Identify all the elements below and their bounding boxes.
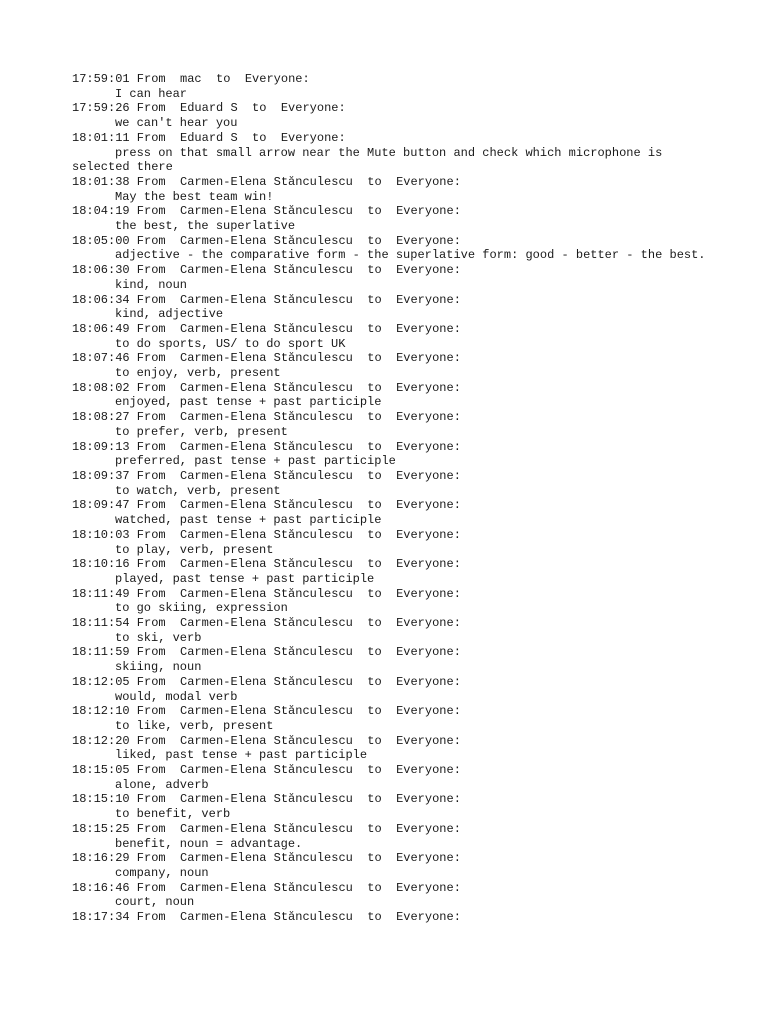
message-sender: Carmen-Elena Stănculescu: [180, 616, 353, 631]
message-header: 18:06:30 From Carmen-Elena Stănculescu to Everyone:: [72, 263, 461, 278]
message-recipient: Everyone: [396, 468, 454, 483]
message-sender: Carmen-Elena Stănculescu: [180, 527, 353, 542]
message-text: to prefer, verb, present: [115, 424, 288, 439]
message-text: preferred, past tense + past participle: [115, 454, 396, 469]
chat-message: [72, 851, 712, 880]
message-sender: Carmen-Elena Stănculescu: [180, 498, 353, 513]
message-timestamp: 18:15:10: [72, 792, 130, 807]
chat-message: [72, 734, 712, 763]
chat-message: [72, 675, 712, 704]
message-header: 18:10:16 From Carmen-Elena Stănculescu to Everyone:: [72, 557, 461, 572]
message-recipient: Everyone: [396, 410, 454, 425]
message-timestamp: 18:11:54: [72, 616, 130, 631]
chat-message: [72, 645, 712, 674]
chat-message: [72, 881, 712, 910]
message-header: 18:08:02 From Carmen-Elena Stănculescu to Everyone:: [72, 380, 461, 395]
chat-message: [72, 440, 712, 469]
message-sender: Carmen-Elena Stănculescu: [180, 792, 353, 807]
chat-message: [72, 293, 712, 322]
message-text: May the best team win!: [115, 189, 274, 204]
message-header: 18:01:38 From Carmen-Elena Stănculescu to Everyone:: [72, 174, 461, 189]
message-recipient: Everyone: [244, 72, 303, 86]
message-text: kind, adjective: [115, 307, 224, 322]
message-header: 18:16:29 From Carmen-Elena Stănculescu to Everyone:: [72, 851, 461, 866]
chat-message: [72, 587, 712, 616]
message-text: kind, noun: [115, 277, 188, 292]
message-header: 18:15:25 From Carmen-Elena Stănculescu to Everyone:: [72, 821, 461, 836]
message-sender: Carmen-Elena Stănculescu: [180, 645, 353, 660]
message-text: enjoyed, past tense + past participle: [115, 395, 382, 410]
message-recipient: Everyone: [280, 130, 339, 145]
chat-message: [72, 381, 712, 410]
message-timestamp: 18:15:05: [72, 763, 130, 778]
chat-message: [72, 498, 712, 527]
message-timestamp: 18:06:30: [72, 263, 130, 278]
message-text: press on that small arrow near the Mute button and check which microphone is selected there: [72, 145, 670, 175]
message-timestamp: 18:04:19: [72, 204, 130, 219]
message-recipient: Everyone: [396, 586, 454, 601]
message-text: benefit, noun = advantage.: [115, 836, 303, 851]
message-header: 18:06:34 From Carmen-Elena Stănculescu to Everyone:: [72, 292, 461, 307]
message-recipient: Everyone: [396, 204, 454, 219]
message-header: 18:09:13 From Carmen-Elena Stănculescu to Everyone:: [72, 439, 461, 454]
message-recipient: Everyone: [396, 439, 454, 454]
message-header: 18:12:10 From Carmen-Elena Stănculescu to Everyone:: [72, 704, 461, 719]
message-sender: Carmen-Elena Stănculescu: [180, 851, 353, 866]
message-timestamp: 18:06:34: [72, 292, 130, 307]
chat-message: [72, 704, 712, 733]
message-recipient: Everyone: [396, 910, 454, 925]
message-sender: Carmen-Elena Stănculescu: [180, 674, 353, 689]
chat-message: [72, 131, 712, 175]
message-text: I can hear: [115, 86, 188, 101]
chat-message: [72, 72, 712, 101]
chat-message: [72, 557, 712, 586]
message-header: 18:15:10 From Carmen-Elena Stănculescu to Everyone:: [72, 792, 461, 807]
message-text: to ski, verb: [115, 630, 202, 645]
message-timestamp: 18:01:38: [72, 174, 130, 189]
chat-message: [72, 351, 712, 380]
message-timestamp: 18:10:16: [72, 557, 130, 572]
message-sender: Carmen-Elena Stănculescu: [180, 351, 353, 366]
message-text: skiing, noun: [115, 660, 202, 675]
message-timestamp: 18:12:20: [72, 733, 130, 748]
message-text: to enjoy, verb, present: [115, 366, 281, 381]
message-sender: Carmen-Elena Stănculescu: [180, 910, 353, 925]
message-header: 17:59:26 From Eduard S to Everyone:: [72, 101, 346, 116]
chat-message: [72, 175, 712, 204]
message-text: to benefit, verb: [115, 807, 231, 822]
message-recipient: Everyone: [396, 380, 454, 395]
chat-message: [72, 528, 712, 557]
message-recipient: Everyone: [396, 821, 454, 836]
message-text: to play, verb, present: [115, 542, 274, 557]
message-recipient: Everyone: [396, 557, 454, 572]
message-text: liked, past tense + past participle: [115, 748, 368, 763]
message-text: to like, verb, present: [115, 718, 274, 733]
message-recipient: Everyone: [396, 704, 454, 719]
message-header: 18:01:11 From Eduard S to Everyone:: [72, 130, 346, 145]
message-header: 18:07:46 From Carmen-Elena Stănculescu to Everyone:: [72, 351, 461, 366]
chat-message: [72, 263, 712, 292]
message-recipient: Everyone: [396, 880, 454, 895]
message-sender: Carmen-Elena Stănculescu: [180, 733, 353, 748]
message-sender: Carmen-Elena Stănculescu: [180, 233, 353, 248]
message-recipient: Everyone: [396, 645, 454, 660]
message-sender: Carmen-Elena Stănculescu: [180, 204, 353, 219]
message-sender: Carmen-Elena Stănculescu: [180, 292, 353, 307]
message-sender: Carmen-Elena Stănculescu: [180, 174, 353, 189]
message-recipient: Everyone: [396, 233, 454, 248]
message-timestamp: 18:11:59: [72, 645, 130, 660]
message-timestamp: 18:15:25: [72, 821, 130, 836]
message-timestamp: 18:12:10: [72, 704, 130, 719]
chat-message: [72, 101, 712, 130]
message-header: 18:10:03 From Carmen-Elena Stănculescu to Everyone:: [72, 527, 461, 542]
message-header: 18:04:19 From Carmen-Elena Stănculescu to Everyone:: [72, 204, 461, 219]
message-timestamp: 18:01:11: [72, 130, 130, 145]
message-header: 18:15:05 From Carmen-Elena Stănculescu to Everyone:: [72, 763, 461, 778]
message-timestamp: 18:16:46: [72, 880, 130, 895]
chat-message: [72, 822, 712, 851]
message-timestamp: 18:12:05: [72, 674, 130, 689]
message-timestamp: 18:09:13: [72, 439, 130, 454]
message-timestamp: 18:09:37: [72, 468, 130, 483]
message-sender: Eduard S: [180, 101, 238, 116]
chat-message: [72, 234, 712, 263]
message-recipient: Everyone: [396, 792, 454, 807]
message-recipient: Everyone: [396, 616, 454, 631]
message-header: 18:11:54 From Carmen-Elena Stănculescu to Everyone:: [72, 616, 461, 631]
message-timestamp: 18:11:49: [72, 586, 130, 601]
message-header: 18:11:49 From Carmen-Elena Stănculescu to Everyone:: [72, 586, 461, 601]
message-header: 18:17:34 From Carmen-Elena Stănculescu to Everyone:: [72, 910, 461, 925]
message-recipient: Everyone: [396, 174, 454, 189]
message-header: 18:16:46 From Carmen-Elena Stănculescu to Everyone:: [72, 880, 461, 895]
message-header: 18:11:59 From Carmen-Elena Stănculescu to Everyone:: [72, 645, 461, 660]
message-recipient: Everyone: [396, 763, 454, 778]
message-recipient: Everyone: [280, 101, 339, 116]
message-sender: Carmen-Elena Stănculescu: [180, 321, 353, 336]
message-sender: mac: [180, 72, 202, 86]
message-timestamp: 18:10:03: [72, 527, 130, 542]
message-sender: Carmen-Elena Stănculescu: [180, 380, 353, 395]
message-sender: Carmen-Elena Stănculescu: [180, 880, 353, 895]
chat-message: [72, 792, 712, 821]
message-header: 18:12:20 From Carmen-Elena Stănculescu to Everyone:: [72, 733, 461, 748]
message-recipient: Everyone: [396, 292, 454, 307]
chat-message: [72, 910, 712, 925]
message-header: 18:05:00 From Carmen-Elena Stănculescu to Everyone:: [72, 233, 461, 248]
message-recipient: Everyone: [396, 851, 454, 866]
message-sender: Carmen-Elena Stănculescu: [180, 557, 353, 572]
message-text: the best, the superlative: [115, 219, 296, 234]
message-sender: Carmen-Elena Stănculescu: [180, 263, 353, 278]
chat-message: [72, 322, 712, 351]
chat-message: [72, 469, 712, 498]
message-recipient: Everyone: [396, 733, 454, 748]
message-timestamp: 18:05:00: [72, 233, 130, 248]
chat-message: [72, 763, 712, 792]
message-text: played, past tense + past participle: [115, 571, 375, 586]
message-timestamp: 18:06:49: [72, 321, 130, 336]
message-recipient: Everyone: [396, 351, 454, 366]
message-timestamp: 18:09:47: [72, 498, 130, 513]
message-text: we can't hear you: [115, 116, 238, 131]
message-header: 18:09:47 From Carmen-Elena Stănculescu to Everyone:: [72, 498, 461, 513]
message-header: 18:12:05 From Carmen-Elena Stănculescu to Everyone:: [72, 674, 461, 689]
message-timestamp: 18:16:29: [72, 851, 130, 866]
message-timestamp: 18:08:02: [72, 380, 130, 395]
message-header: 17:59:01 From mac to Everyone:: [72, 72, 310, 86]
chat-transcript: [72, 72, 712, 925]
message-sender: Carmen-Elena Stănculescu: [180, 410, 353, 425]
message-sender: Carmen-Elena Stănculescu: [180, 586, 353, 601]
message-header: 18:09:37 From Carmen-Elena Stănculescu to Everyone:: [72, 468, 461, 483]
message-timestamp: 18:07:46: [72, 351, 130, 366]
message-text: to watch, verb, present: [115, 483, 281, 498]
message-recipient: Everyone: [396, 498, 454, 513]
message-text: to do sports, US/ to do sport UK: [115, 336, 346, 351]
message-sender: Carmen-Elena Stănculescu: [180, 704, 353, 719]
message-sender: Carmen-Elena Stănculescu: [180, 763, 353, 778]
chat-message: [72, 616, 712, 645]
message-recipient: Everyone: [396, 527, 454, 542]
message-text: watched, past tense + past participle: [115, 513, 382, 528]
message-text: would, modal verb: [115, 689, 238, 704]
message-text: company, noun: [115, 865, 209, 880]
message-sender: Carmen-Elena Stănculescu: [180, 439, 353, 454]
message-text: alone, adverb: [115, 777, 209, 792]
chat-message: [72, 410, 712, 439]
chat-message: [72, 204, 712, 233]
message-text: court, noun: [115, 895, 195, 910]
message-sender: Carmen-Elena Stănculescu: [180, 468, 353, 483]
message-timestamp: 18:08:27: [72, 410, 130, 425]
message-timestamp: 17:59:26: [72, 101, 130, 116]
message-sender: Eduard S: [180, 130, 238, 145]
message-timestamp: 17:59:01: [72, 72, 130, 86]
message-sender: Carmen-Elena Stănculescu: [180, 821, 353, 836]
message-recipient: Everyone: [396, 674, 454, 689]
message-timestamp: 18:17:34: [72, 910, 130, 925]
message-header: 18:08:27 From Carmen-Elena Stănculescu to Everyone:: [72, 410, 461, 425]
message-text: to go skiing, expression: [115, 601, 288, 616]
message-recipient: Everyone: [396, 263, 454, 278]
message-recipient: Everyone: [396, 321, 454, 336]
message-text: adjective - the comparative form - the superlative form: good - better - the best.: [115, 248, 706, 263]
message-header: 18:06:49 From Carmen-Elena Stănculescu to Everyone:: [72, 321, 461, 336]
